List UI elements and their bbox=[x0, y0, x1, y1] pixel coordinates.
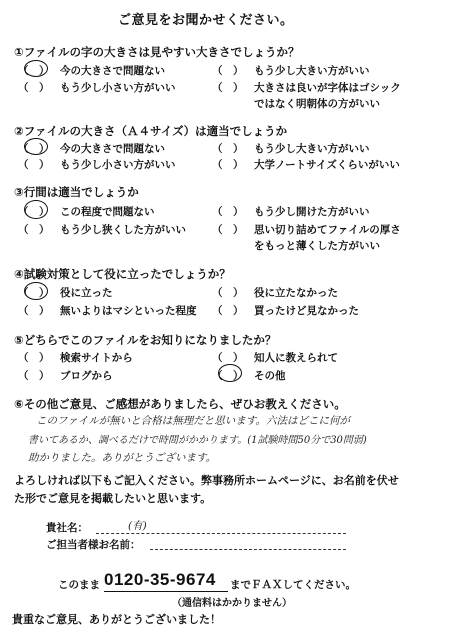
question-5-option-1[interactable]: （ ） 検索サイトから bbox=[18, 352, 133, 364]
question-6-label: ⑥その他ご意見、ご感想がありましたら、ぜひお教えください。 bbox=[14, 397, 346, 411]
question-1-option-1[interactable]: （ ） 今の大きさで問題ない bbox=[18, 65, 165, 77]
question-4-option-4[interactable]: （ ） 買ったけど見なかった bbox=[212, 305, 359, 317]
fax-number: 0120-35-9674 bbox=[104, 570, 216, 589]
question-3-option-1[interactable]: （ ） この程度で問題ない bbox=[18, 206, 155, 218]
question-5-option-3[interactable]: （ ） ブログから bbox=[18, 370, 113, 382]
notice-line-2: た形でご意見を掲載したいと思います。 bbox=[14, 492, 212, 505]
answer-mark-circle bbox=[24, 282, 48, 300]
question-5-option-4[interactable]: （ ） その他 bbox=[212, 370, 286, 382]
question-4-option-2[interactable]: （ ） 役に立たなかった bbox=[212, 287, 338, 299]
question-1-option-2[interactable]: （ ） もう少し大きい方がいい bbox=[212, 65, 370, 77]
page-title: ご意見をお聞かせください。 bbox=[118, 13, 294, 28]
question-2-option-1[interactable]: （ ） 今の大きさで問題ない bbox=[18, 143, 165, 155]
fax-number-underline bbox=[104, 591, 228, 592]
question-3-option-4-continued: をもっと薄くした方がいい bbox=[254, 240, 380, 252]
company-name-underline bbox=[96, 533, 346, 534]
fax-suffix: までＦＡＸしてください。 bbox=[230, 579, 356, 591]
question-3-option-4[interactable]: （ ） 思い切り詰めてファイルの厚さ bbox=[212, 224, 401, 236]
question-2-label: ②ファイルの大きさ（Ａ４サイズ）は適当でしょうか bbox=[14, 124, 288, 138]
question-4-option-3[interactable]: （ ） 無いよりはマシといった程度 bbox=[18, 305, 197, 317]
company-name-label: 貴社名： bbox=[46, 522, 88, 534]
question-1-option-4[interactable]: （ ） 大きさは良いが字体はゴシック bbox=[212, 82, 401, 94]
question-1-option-4-continued: ではなく明朝体の方がいい bbox=[254, 98, 380, 110]
question-5-option-2[interactable]: （ ） 知人に教えられて bbox=[212, 352, 338, 364]
answer-mark-circle bbox=[24, 60, 48, 77]
question-5-label: ⑤どちらでこのファイルをお知りになりましたか？ bbox=[14, 333, 277, 347]
question-3-label: ③行間は適当でしょうか bbox=[14, 185, 139, 199]
question-4-label: ④試験対策として役に立ったでしょうか？ bbox=[14, 267, 231, 281]
handwritten-comment-line-3: 助かりました。ありがとうございます。 bbox=[28, 452, 217, 464]
question-2-option-2[interactable]: （ ） もう少し大きい方がいい bbox=[212, 143, 370, 155]
question-2-option-4[interactable]: （ ） 大学ノートサイズくらいがいい bbox=[212, 159, 400, 171]
company-name-value[interactable]: (有) bbox=[128, 520, 147, 532]
notice-line-1: よろしければ以下もご記入ください。弊事務所ホームページに、お名前を伏せ bbox=[14, 474, 399, 487]
fax-note: （通信料はかかりません） bbox=[172, 598, 292, 609]
answer-mark-circle bbox=[24, 138, 48, 155]
question-3-option-3[interactable]: （ ） もう少し狭くした方がいい bbox=[18, 224, 186, 236]
question-1-option-3[interactable]: （ ） もう少し小さい方がいい bbox=[18, 82, 176, 94]
question-4-option-1[interactable]: （ ） 役に立った bbox=[18, 287, 113, 299]
fax-prefix: このまま bbox=[58, 579, 100, 591]
answer-mark-circle bbox=[218, 364, 242, 382]
handwritten-comment-line-2: 書いてあるか、調べるだけで時間がかかります。(1試験時間50分で30問弱) bbox=[28, 435, 367, 446]
question-2-option-3[interactable]: （ ） もう少し小さい方がいい bbox=[18, 159, 176, 171]
question-3-option-2[interactable]: （ ） もう少し開けた方がいい bbox=[212, 206, 370, 218]
question-1-label: ①ファイルの字の大きさは見やすい大きさでしょうか？ bbox=[14, 45, 300, 59]
person-name-label: ご担当者様お名前： bbox=[46, 539, 141, 551]
person-name-underline[interactable] bbox=[150, 549, 346, 550]
answer-mark-circle bbox=[24, 200, 48, 219]
thank-you-footer: 貴重なご意見、ありがとうございました！ bbox=[12, 613, 221, 626]
handwritten-comment-line-1: このファイルが無いと合格は無理だと思います。六法はどこに何が bbox=[36, 415, 350, 427]
